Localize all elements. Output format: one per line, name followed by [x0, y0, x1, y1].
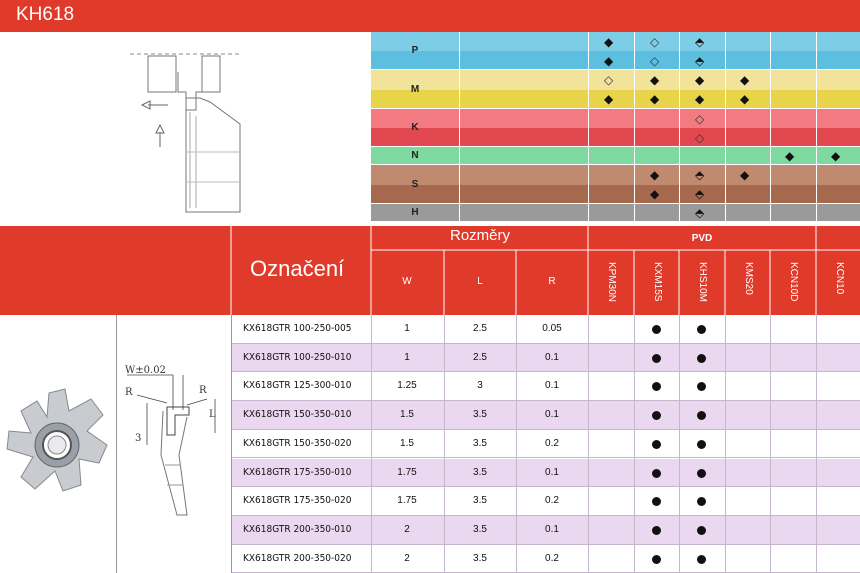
material-group-p: [370, 32, 860, 70]
material-group-k: [370, 109, 860, 147]
availability-dot-icon: [697, 555, 706, 564]
full-diamond-icon: ◆: [695, 92, 705, 107]
dimensions-header: Rozměry: [449, 227, 510, 244]
designation-header: Označení: [250, 256, 345, 281]
product-code: KX618GTR 100-250-010: [243, 351, 352, 363]
dim-value-r: 0.2: [545, 437, 559, 449]
dim-value-w: 2: [404, 552, 410, 564]
grid-line: [634, 204, 635, 222]
product-code: KX618GTR 200-350-020: [243, 552, 352, 564]
drawing-divider: [231, 315, 232, 573]
grid-line: [634, 165, 635, 204]
grid-line: [725, 70, 726, 109]
availability-dot-icon: [697, 325, 706, 334]
depth-label: 3: [135, 433, 142, 444]
product-code: KX618GTR 200-350-010: [243, 523, 352, 535]
dim-value-r: 0.1: [545, 351, 559, 363]
grid-line: [370, 32, 371, 70]
grid-line: [370, 165, 371, 204]
grid-line: [770, 204, 771, 222]
machining-diagram: [0, 32, 370, 226]
grade-col-kms20: KMS20: [743, 262, 754, 295]
material-label: N: [411, 150, 419, 161]
dim-col-w: W: [402, 276, 412, 287]
dim-value-l: 3: [477, 380, 483, 392]
grid-line: [516, 315, 517, 573]
full-diamond-icon: ◆: [740, 167, 750, 182]
grid-line: [725, 147, 726, 165]
material-label: M: [410, 83, 420, 95]
dim-value-l: 3.5: [473, 495, 487, 507]
dim-value-l: 3.5: [473, 466, 487, 478]
product-code: KX618GTR 175-350-010: [243, 466, 352, 478]
grid-line: [371, 315, 372, 573]
insert-dimension-drawing: [117, 315, 231, 573]
full-diamond-icon: ◆: [650, 167, 660, 182]
dim-value-r: 0.1: [545, 409, 559, 421]
product-code: KX618GTR 100-250-005: [243, 323, 352, 334]
grid-line: [770, 70, 771, 109]
grid-line: [770, 109, 771, 147]
grid-line: [679, 32, 680, 70]
dim-value-r: 0.2: [545, 552, 559, 564]
availability-dot-icon: [697, 526, 706, 535]
tolerance-label: W±0.02: [125, 365, 166, 376]
availability-dot-icon: [697, 440, 706, 449]
full-diamond-icon: ◆: [740, 92, 750, 107]
full-diamond-icon: ◆: [650, 92, 660, 107]
empty-diamond-icon: ◇: [650, 53, 660, 68]
full-diamond-icon: ◆: [650, 72, 660, 87]
arrow-up-icon: [156, 125, 164, 147]
dim-value-w: 1.75: [397, 495, 417, 507]
half-diamond-icon: ⬘: [695, 167, 705, 182]
grid-line: [770, 165, 771, 204]
dim-value-w: 1: [404, 323, 410, 334]
grid-line: [588, 315, 589, 573]
grid-line: [459, 109, 460, 147]
grid-line: [634, 32, 635, 70]
grade-col-kcn10d: KCN10D: [788, 262, 799, 302]
dim-col-r: R: [548, 276, 556, 287]
full-diamond-icon: ◆: [695, 72, 705, 87]
full-diamond-icon: ◆: [740, 72, 750, 87]
product-code: KX618GTR 150-350-020: [243, 437, 352, 449]
product-title: KH618: [16, 4, 75, 25]
material-group-m: [370, 70, 860, 109]
grid-line: [816, 165, 817, 204]
dim-value-l: 3.5: [473, 409, 487, 421]
availability-dot-icon: [652, 469, 661, 478]
grid-line: [816, 109, 817, 147]
empty-diamond-icon: ◇: [695, 130, 705, 145]
dim-value-l: 2.5: [473, 351, 487, 363]
grid-line: [679, 204, 680, 222]
grid-line: [679, 109, 680, 147]
dim-value-r: 0.1: [545, 380, 559, 392]
half-diamond-icon: ⬘: [695, 34, 705, 49]
grid-line: [634, 70, 635, 109]
grid-line: [816, 315, 817, 573]
grid-line: [725, 315, 726, 573]
grid-line: [770, 32, 771, 70]
empty-diamond-icon: ◇: [604, 72, 614, 87]
grid-line: [816, 147, 817, 165]
radius-label-right: R: [199, 385, 207, 396]
grid-line: [588, 109, 589, 147]
full-diamond-icon: ◆: [650, 187, 660, 202]
grid-line: [725, 32, 726, 70]
grid-line: [459, 70, 460, 109]
grid-line: [679, 147, 680, 165]
dim-value-r: 0.1: [545, 523, 559, 535]
grid-line: [588, 147, 589, 165]
material-label: P: [411, 45, 419, 56]
availability-dot-icon: [652, 440, 661, 449]
length-label: L: [209, 409, 216, 420]
half-diamond-icon: ⬘: [695, 187, 705, 202]
dim-col-l: L: [477, 276, 483, 287]
grid-line: [634, 147, 635, 165]
material-label: S: [411, 178, 419, 190]
grid-line: [370, 221, 860, 222]
material-groups: [370, 32, 860, 226]
grid-line: [459, 165, 460, 204]
full-diamond-icon: ◆: [831, 149, 841, 163]
half-diamond-icon: ⬘: [695, 206, 705, 220]
dim-value-w: 1.75: [397, 466, 417, 478]
material-group-h: [370, 204, 860, 222]
grid-line: [588, 70, 589, 109]
grid-line: [725, 109, 726, 147]
grade-col-kpm30n: KPM30N: [606, 262, 617, 303]
arrow-left-icon: [142, 101, 168, 109]
grid-line: [725, 204, 726, 222]
grid-line: [444, 315, 445, 573]
radius-label-left: R: [125, 387, 133, 398]
availability-dot-icon: [652, 325, 661, 334]
grade-col-kxm15s: KXM15S: [652, 262, 663, 302]
dim-value-w: 1.25: [397, 380, 417, 392]
grid-line: [459, 204, 460, 222]
product-code: KX618GTR 175-350-020: [243, 495, 352, 507]
empty-diamond-icon: ◇: [650, 34, 660, 49]
empty-diamond-icon: ◇: [695, 111, 705, 126]
grid-line: [459, 32, 460, 70]
dim-value-w: 2: [404, 523, 410, 535]
dim-value-l: 2.5: [473, 323, 487, 334]
grade-col-kcn10: KCN10: [834, 262, 845, 295]
grid-line: [588, 165, 589, 204]
grade-col-khs10m: KHS10M: [697, 262, 708, 303]
dim-value-l: 3.5: [473, 552, 487, 564]
grid-line: [370, 70, 371, 109]
dim-value-w: 1.5: [400, 409, 414, 421]
material-label: K: [411, 122, 419, 133]
grid-line: [770, 315, 771, 573]
availability-dot-icon: [652, 354, 661, 363]
full-diamond-icon: ◆: [604, 92, 614, 107]
insert-image: [0, 315, 116, 573]
material-label: H: [411, 207, 419, 218]
title-bar: [0, 0, 860, 32]
grid-line: [770, 147, 771, 165]
product-code: KX618GTR 150-350-010: [243, 409, 352, 421]
full-diamond-icon: ◆: [604, 53, 614, 68]
dim-value-l: 3.5: [473, 523, 487, 535]
availability-dot-icon: [697, 354, 706, 363]
full-diamond-icon: ◆: [604, 34, 614, 49]
grid-line: [679, 70, 680, 109]
grid-line: [370, 204, 371, 222]
grid-line: [370, 109, 371, 147]
availability-dot-icon: [652, 555, 661, 564]
grid-line: [634, 315, 635, 573]
half-diamond-icon: ⬘: [695, 53, 705, 68]
grid-line: [725, 165, 726, 204]
dim-value-w: 1: [404, 351, 410, 363]
coating-header: PVD: [691, 233, 713, 244]
grid-line: [679, 315, 680, 573]
dim-value-w: 1.5: [400, 437, 414, 449]
material-group-s: [370, 165, 860, 204]
full-diamond-icon: ◆: [785, 149, 795, 163]
dim-value-l: 3.5: [473, 437, 487, 449]
dim-value-r: 0.1: [545, 466, 559, 478]
dim-value-r: 0.05: [542, 323, 562, 334]
grid-line: [588, 32, 589, 70]
dim-value-r: 0.2: [545, 495, 559, 507]
grid-line: [816, 70, 817, 109]
grid-line: [370, 147, 371, 165]
product-code: KX618GTR 125-300-010: [243, 380, 352, 392]
grid-line: [679, 165, 680, 204]
grid-line: [634, 109, 635, 147]
availability-dot-icon: [652, 526, 661, 535]
material-group-n: [370, 147, 860, 165]
grid-line: [459, 147, 460, 165]
availability-dot-icon: [697, 469, 706, 478]
grid-line: [816, 32, 817, 70]
grid-line: [588, 204, 589, 222]
header-grid: [0, 226, 860, 315]
grid-line: [816, 204, 817, 222]
